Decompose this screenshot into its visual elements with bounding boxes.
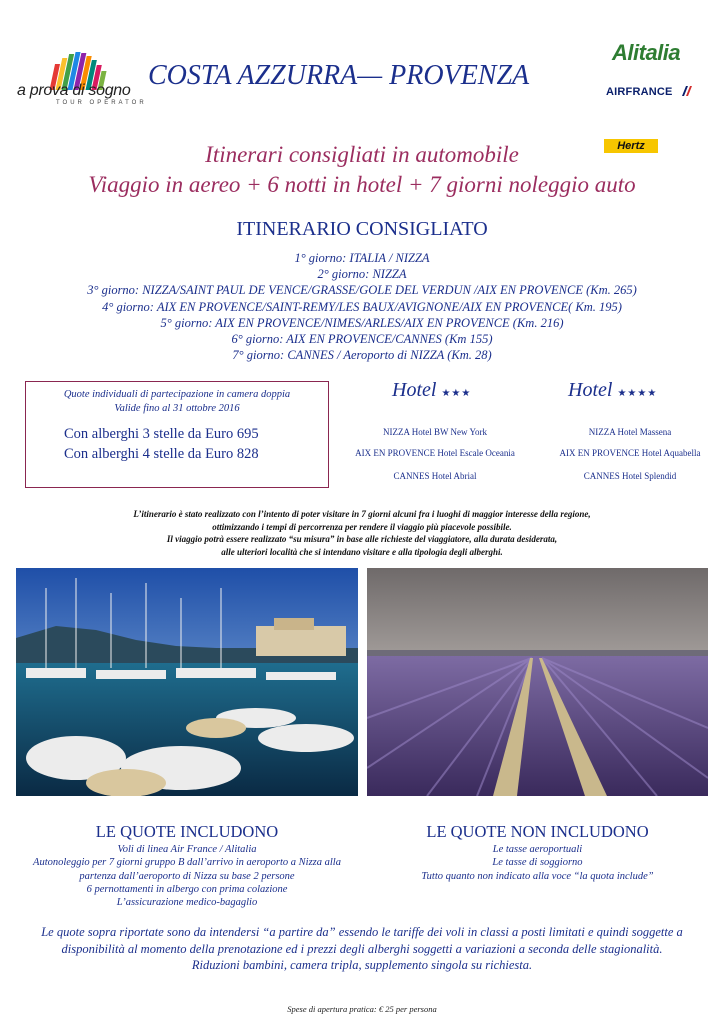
page-title: COSTA AZZURRA— PROVENZA (148, 60, 530, 91)
airfrance-logo: AIRFRANCE (606, 86, 673, 98)
itinerary-title: ITINERARIO CONSIGLIATO (236, 218, 488, 240)
three-stars-icon: ★★★ (441, 388, 472, 399)
included-title: LE QUOTE INCLUDONO (95, 822, 279, 841)
logo-subtitle: TOUR OPERATOR (56, 100, 147, 106)
terms-line: Le quote sopra riportate sono da intendersi “a partire da” essendo le tariffe dei voli in classi a posti limitati e quindi soggette a (41, 925, 683, 939)
hotel-3-item: CANNES Hotel Abrial (393, 471, 477, 481)
hotel-4-heading-text: Hotel (568, 379, 613, 401)
price-3-stars: Con alberghi 3 stelle da Euro 695 (64, 426, 259, 442)
itinerary-day: 6° giorno: AIX EN PROVENCE/CANNES (Km 155) (231, 332, 493, 347)
itinerary-day: 3° giorno: NIZZA/SAINT PAUL DE VENCE/GRASSE/GOLE DEL VERDUN /AIX EN PROVENCE (Km. 265) (87, 283, 637, 298)
airfrance-stripe-icon (680, 86, 692, 96)
opening-fee-note: Spese di apertura pratica: € 25 per persona (287, 1004, 437, 1014)
excluded-item: Le tasse aeroportuali (492, 844, 583, 855)
excluded-title: LE QUOTE NON INCLUDONO (426, 822, 649, 841)
harbor-photo (16, 568, 358, 796)
hotel-4-item: AIX EN PROVENCE Hotel Aquabella (559, 448, 701, 458)
itinerary-day: 2° giorno: NIZZA (317, 267, 407, 282)
included-item: partenza dall’aeroporto di Nizza su base 2 persone (79, 870, 295, 882)
alitalia-logo: Alitalia (612, 40, 681, 65)
price-box-line-1: Quote individuali di partecipazione in camera doppia (63, 389, 291, 400)
itinerary-note (0, 508, 724, 558)
note-line: L’itinerario è stato realizzato con l’intento di poter visitare in 7 giorni alcuni fra i luoghi di maggior interesse della regione, (133, 509, 591, 519)
included-item: 6 pernottamenti in albergo con prima colazione (86, 883, 288, 895)
itinerary-days (0, 250, 724, 363)
hotel-3-item: AIX EN PROVENCE Hotel Escale Oceania (355, 448, 515, 458)
itinerary-day: 4° giorno: AIX EN PROVENCE/SAINT-REMY/LES BAUX/AVIGNONE/AIX EN PROVENCE( Km. 195) (102, 299, 622, 314)
terms-line: Riduzioni bambini, camera tripla, supplemento singola su richiesta. (191, 958, 533, 972)
included-item: L’assicurazione medico-bagaglio (116, 897, 258, 909)
terms-line: disponibilità al momento della prenotazione ed i prezzi degli alberghi soggetti a variazioni a seconda delle stagionalità. (61, 941, 663, 956)
hotel-3-heading-text: Hotel (392, 379, 437, 401)
excluded-item: Tutto quanto non indicato alla voce “la quota include” (421, 870, 654, 882)
itinerary-day: 5° giorno: AIX EN PROVENCE/NIMES/ARLES/AIX EN PROVENCE (Km. 216) (160, 315, 564, 330)
included-item: Voli di linea Air France / Alitalia (117, 844, 257, 855)
note-line: alle ulteriori località che si intendano visitare e alla tipologia degli alberghi. (221, 546, 503, 557)
subtitle-line-1: Itinerari consigliati in automobile (205, 142, 519, 167)
excluded-list (367, 843, 708, 883)
note-line: Il viaggio potrà essere realizzato “su misura” in base alle richieste del viaggiatore, alla durata desiderata, (166, 534, 558, 545)
subtitle-line-2: Viaggio in aereo + 6 notti in hotel + 7 giorni noleggio auto (88, 172, 636, 197)
logo-name: a prova di sogno (17, 82, 131, 99)
lavender-field-photo (367, 568, 708, 796)
hotel-3-stars-heading (392, 379, 471, 402)
hotel-4-item: NIZZA Hotel Massena (588, 427, 672, 437)
hotel-4-item: CANNES Hotel Splendid (583, 471, 677, 481)
price-4-stars: Con alberghi 4 stelle da Euro 828 (64, 446, 259, 462)
itinerary-day: 7° giorno: CANNES / Aeroporto di NIZZA (Km. 28) (232, 348, 492, 363)
note-line: ottimizzando i tempi di percorrenza per rendere il viaggio più piacevole possibile. (212, 521, 512, 532)
hertz-logo: Hertz (604, 139, 658, 153)
included-list (16, 843, 358, 909)
four-stars-icon: ★★★★ (617, 388, 658, 399)
price-box-validity: Valide fino al 31 ottobre 2016 (114, 403, 240, 414)
included-item: Autonoleggio per 7 giorni gruppo B dall’arrivo in aeroporto a Nizza alla (33, 857, 341, 869)
price-box (25, 381, 329, 488)
hotel-4-stars-heading (568, 379, 657, 402)
hotel-3-item: NIZZA Hotel BW New York (382, 427, 488, 437)
terms-note (0, 924, 724, 974)
itinerary-day: 1° giorno: ITALIA / NIZZA (294, 251, 430, 265)
excluded-item: Le tasse di soggiorno (492, 857, 583, 869)
